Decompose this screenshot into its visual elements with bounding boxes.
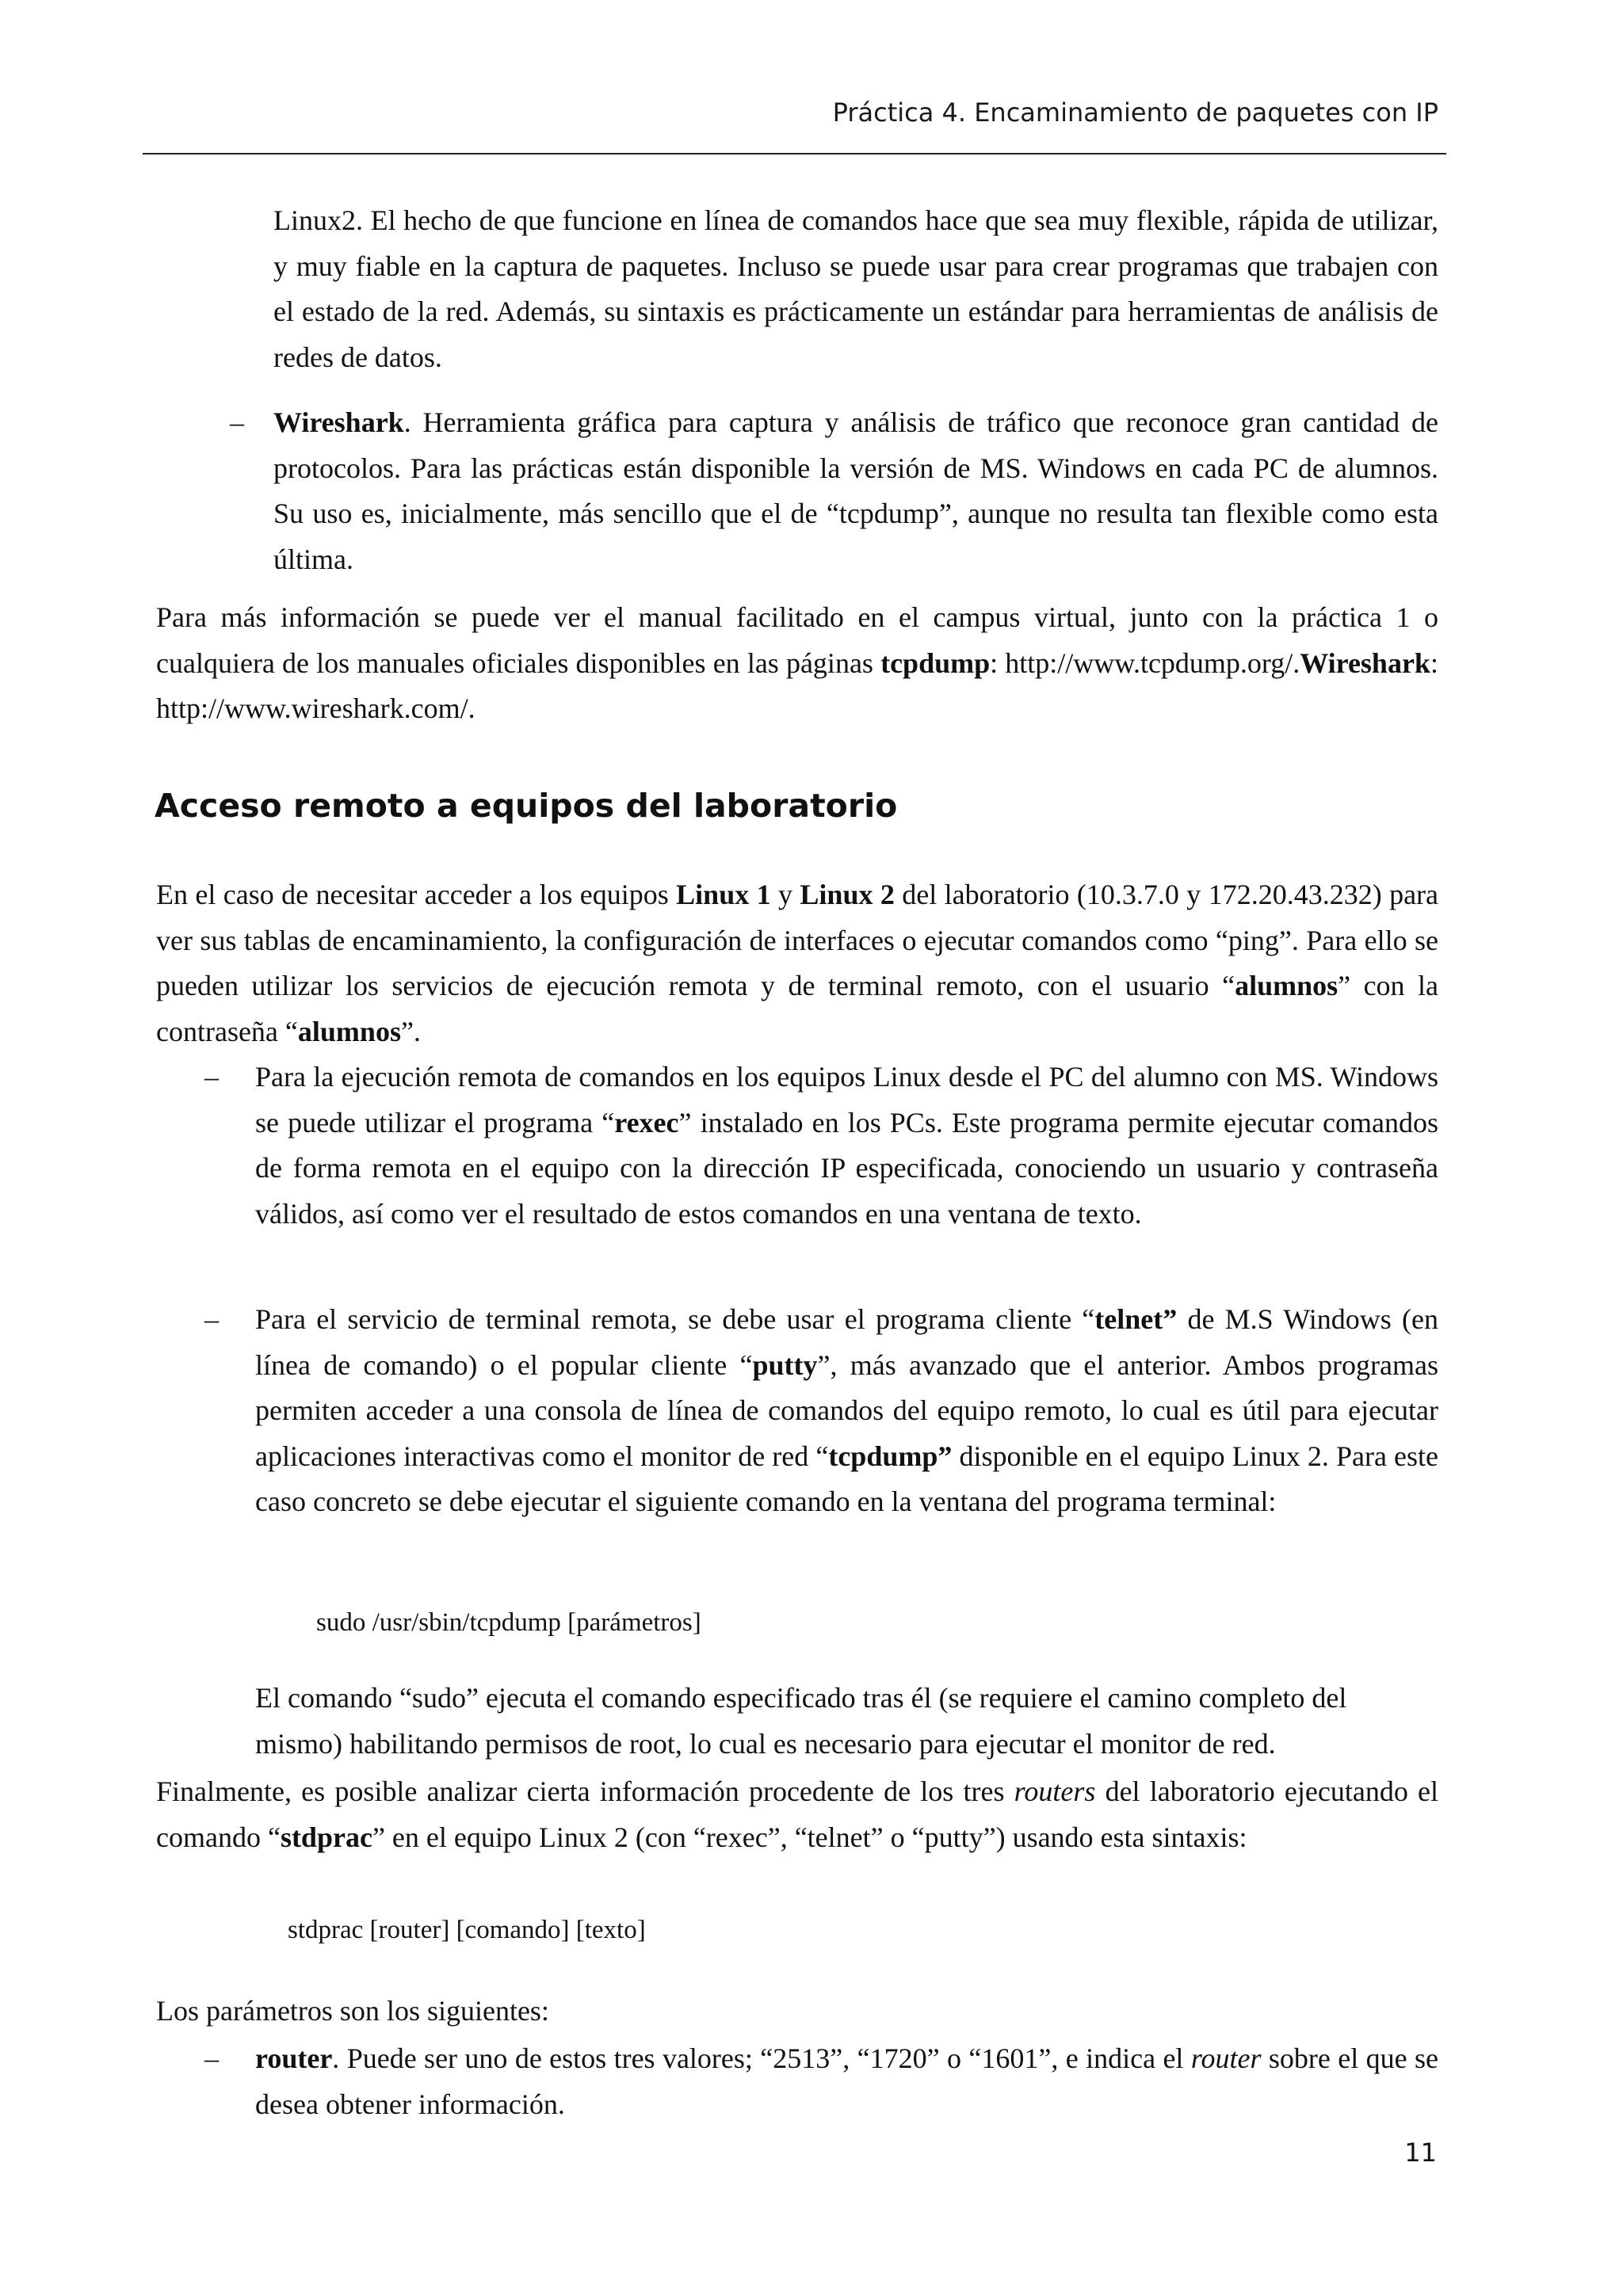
header-divider (143, 153, 1446, 154)
more-info-paragraph (156, 595, 1438, 732)
router-italic-term: router (1190, 2042, 1262, 2074)
wireshark-list-item (273, 400, 1438, 582)
finally-paragraph (156, 1769, 1438, 1860)
telnet-text-4: disponible en el equipo Linux 2. Para este caso concreto se debe ejecutar el siguiente comando en la ventana del programa terminal: (255, 1440, 1438, 1517)
access-text-5: ”. (400, 1015, 421, 1047)
access-text-4: ” con la contraseña “ (156, 970, 1438, 1047)
tcpdump-url: : http://www.tcpdump.org/. (990, 646, 1300, 679)
putty-term: putty (752, 1348, 818, 1381)
routers-term: routers (1014, 1775, 1096, 1807)
rexec-text-2: ” instalado en los PCs. Este programa permite ejecutar comandos de forma remota en el equipo con la dirección IP especificada, conociendo un usuario y contraseña válidos, así como ver el resultado de estos comandos en una ventana de texto. (255, 1106, 1438, 1230)
more-info-text: Para más información se puede ver el manual facilitado en el campus virtual, junto con la práctica 1 o cualquiera de los manuales oficiales disponibles en las páginas (156, 601, 1438, 679)
page-number: 11 (1404, 2138, 1437, 2168)
router-text-2: sobre el que se desea obtener información. (255, 2042, 1438, 2120)
password-term: alumnos (297, 1015, 401, 1047)
stdprac-term: stdprac (280, 1821, 372, 1853)
access-text-2: y (770, 879, 800, 910)
wireshark-description: . Herramienta gráfica para captura y análisis de tráfico que reconoce gran cantidad de protocolos. Para las prácticas están disponible la versión de MS. Windows en cada PC de alumnos. Su uso es, inicialmente, más sencillo que el de “tcpdump”, aunque no resulta tan flexible como esta última. (273, 406, 1438, 575)
tcpdump-label: tcpdump (880, 646, 991, 679)
stdprac-command: stdprac [router] [comando] [texto] (288, 1916, 646, 1944)
parameters-intro: Los parámetros son los siguientes: (156, 1995, 549, 2027)
wireshark-label: Wireshark (1300, 646, 1430, 679)
finally-text-1: Finalmente, es posible analizar cierta información procedente de los tres (156, 1775, 1014, 1807)
router-text-1: . Puede ser uno de estos tres valores; “2513”, “1720” o “1601”, e indica el (332, 2042, 1191, 2074)
finally-text-2: del laboratorio ejecutando el comando “ (156, 1775, 1439, 1853)
user-term: alumnos (1235, 970, 1338, 1001)
router-list-item (255, 2036, 1438, 2127)
wireshark-term: Wireshark (273, 406, 404, 438)
telnet-text-1: Para el servicio de terminal remota, se debe usar el programa cliente “ (255, 1303, 1095, 1335)
telnet-text-3: ”, más avanzado que el anterior. Ambos programas permiten acceder a una consola de línea de comandos del equipo remoto, lo cual es útil para ejecutar aplicaciones interactivas como el monitor de red “ (255, 1348, 1438, 1472)
rexec-text-1: Para la ejecución remota de comandos en los equipos Linux desde el PC del alumno con MS. Windows se puede utilizar el programa “ (255, 1061, 1438, 1138)
bullet-dash: – (204, 1061, 219, 1093)
linux1-term: Linux 1 (676, 879, 771, 910)
linux2-term: Linux 2 (800, 879, 895, 910)
wireshark-url: : http://www.wireshark.com/. (156, 646, 1438, 724)
telnet-text-2: de M.S Windows (en línea de comando) o el popular cliente “ (255, 1303, 1439, 1381)
bullet-dash: – (204, 2042, 219, 2074)
tcpdump-term: tcpdump” (828, 1440, 953, 1472)
rexec-list-item (255, 1055, 1438, 1237)
tcpdump-command: sudo /usr/sbin/tcpdump [parámetros] (316, 1608, 701, 1637)
bullet-dash: – (204, 1303, 219, 1335)
intro-continuation-paragraph: Linux2. El hecho de que funcione en línea de comandos hace que sea muy flexible, rápida de utilizar, y muy fiable en la captura de paquetes. Incluso se puede usar para crear programas que trabajen con el estado de la red. Además, su sintaxis es prácticamente un estándar para herramientas de análisis de redes de datos. (273, 204, 1438, 373)
access-text-3: del laboratorio (10.3.7.0 y 172.20.43.232) para ver sus tablas de encaminamiento, la configuración de interfaces o ejecutar comandos como “ping”. Para ello se pueden utilizar los servicios de ejecución remota y de terminal remoto, con el usuario “ (156, 879, 1439, 1001)
bullet-dash: – (230, 406, 244, 438)
finally-text-3: ” en el equipo Linux 2 (con “rexec”, “telnet” o “putty”) usando esta sintaxis: (372, 1821, 1247, 1853)
sudo-paragraph: El comando “sudo” ejecuta el comando especificado tras él (se requiere el camino completo del mismo) habilitando permisos de root, lo cual es necesario para ejecutar el monitor de red. (255, 1682, 1347, 1760)
router-term: router (255, 2042, 333, 2074)
telnet-list-item (255, 1297, 1438, 1525)
rexec-term: rexec (614, 1106, 679, 1138)
section-heading: Acceso remoto a equipos del laboratorio (155, 787, 898, 825)
access-paragraph (156, 872, 1438, 1055)
access-text-1: En el caso de necesitar acceder a los equipos (156, 879, 677, 910)
telnet-term: telnet” (1094, 1303, 1178, 1335)
running-header: Práctica 4. Encaminamiento de paquetes con IP (832, 97, 1438, 128)
